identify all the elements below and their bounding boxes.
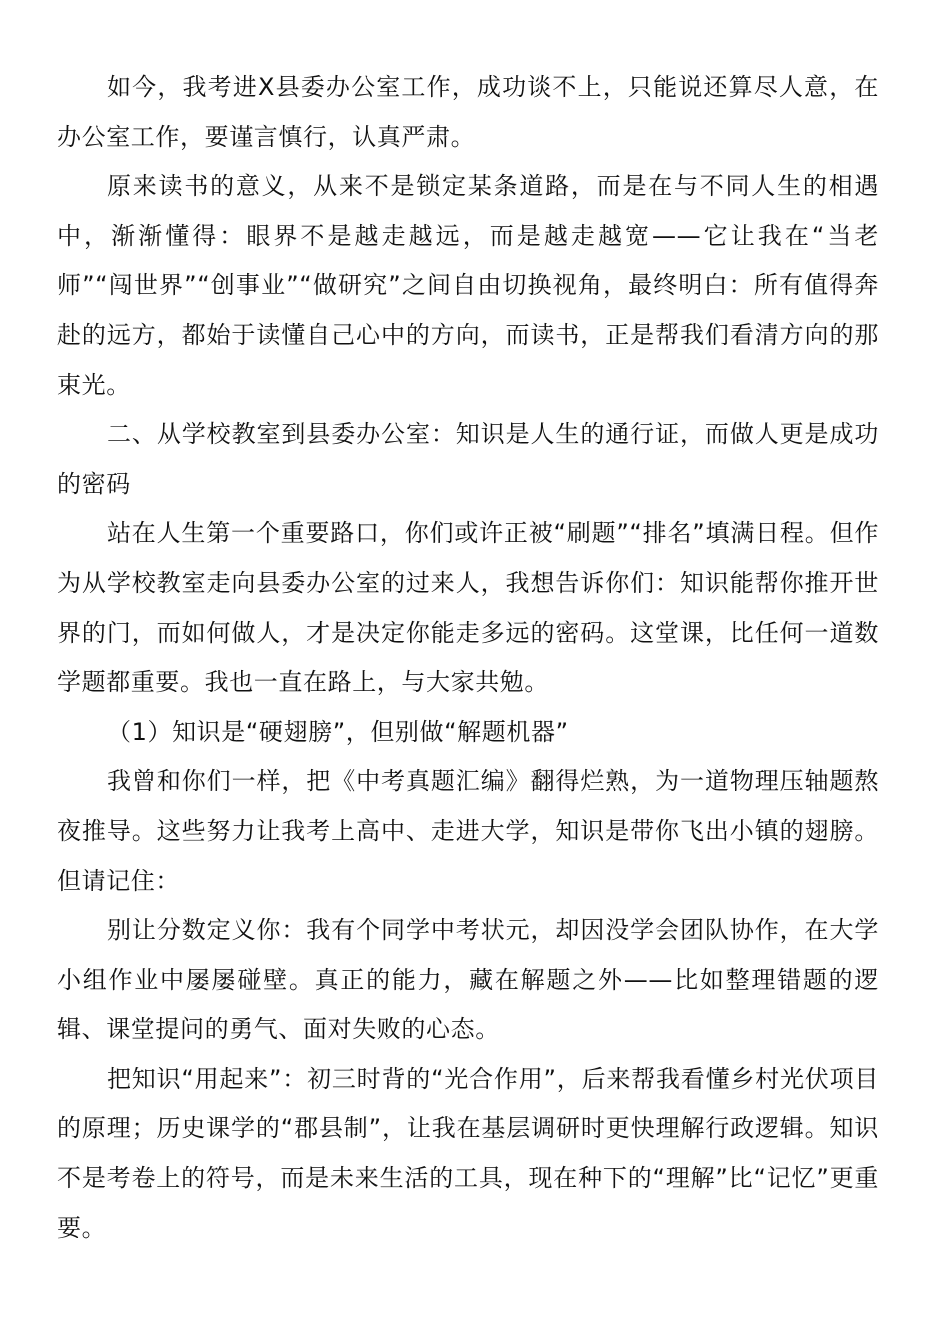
paragraph-office-work: 如今，我考进X县委办公室工作，成功谈不上，只能说还算尽人意，在办公室工作，要谨言慎行，认真严肃。 <box>57 73 879 151</box>
subheading-one: （1）知识是“硬翅膀”，但别做“解题机器” <box>107 717 569 746</box>
paragraph-meaning-of-reading: 原来读书的意义，从来不是锁定某条道路，而是在与不同人生的相遇中，渐渐懂得：眼界不是越走越远，而是越走越宽——它让我在“当老师”“闯世界”“创事业”“做研究”之间自由切换视角，最终明白：所有值得奔赴的远方，都始于读懂自己心中的方向，而读书，正是帮我们看清方向的那束光。 <box>57 172 879 399</box>
section-heading-two: 二、从学校教室到县委办公室：知识是人生的通行证，而做人更是成功的密码 <box>57 420 879 498</box>
paragraph-scores: 别让分数定义你：我有个同学中考状元，却因没学会团队协作，在大学小组作业中屡屡碰壁。真正的能力，藏在解题之外——比如整理错题的逻辑、课堂提问的勇气、面对失败的心态。 <box>57 916 879 1044</box>
paragraph-crossroads: 站在人生第一个重要路口，你们或许正被“刷题”“排名”填满日程。但作为从学校教室走向县委办公室的过来人，我想告诉你们：知识能帮你推开世界的门，而如何做人，才是决定你能走多远的密码。这堂课，比任何一道数学题都重要。我也一直在路上，与大家共勉。 <box>57 519 879 697</box>
paragraph-apply-knowledge: 把知识“用起来”：初三时背的“光合作用”，后来帮我看懂乡村光伏项目的原理；历史课学的“郡县制”，让我在基层调研时更快理解行政逻辑。知识不是考卷上的符号，而是未来生活的工具，现在种下的“理解”比“记忆”更重要。 <box>57 1064 879 1242</box>
document-body <box>57 63 879 1253</box>
paragraph-exam-study: 我曾和你们一样，把《中考真题汇编》翻得烂熟，为一道物理压轴题熬夜推导。这些努力让我考上高中、走进大学，知识是带你飞出小镇的翅膀。但请记住： <box>57 767 879 895</box>
